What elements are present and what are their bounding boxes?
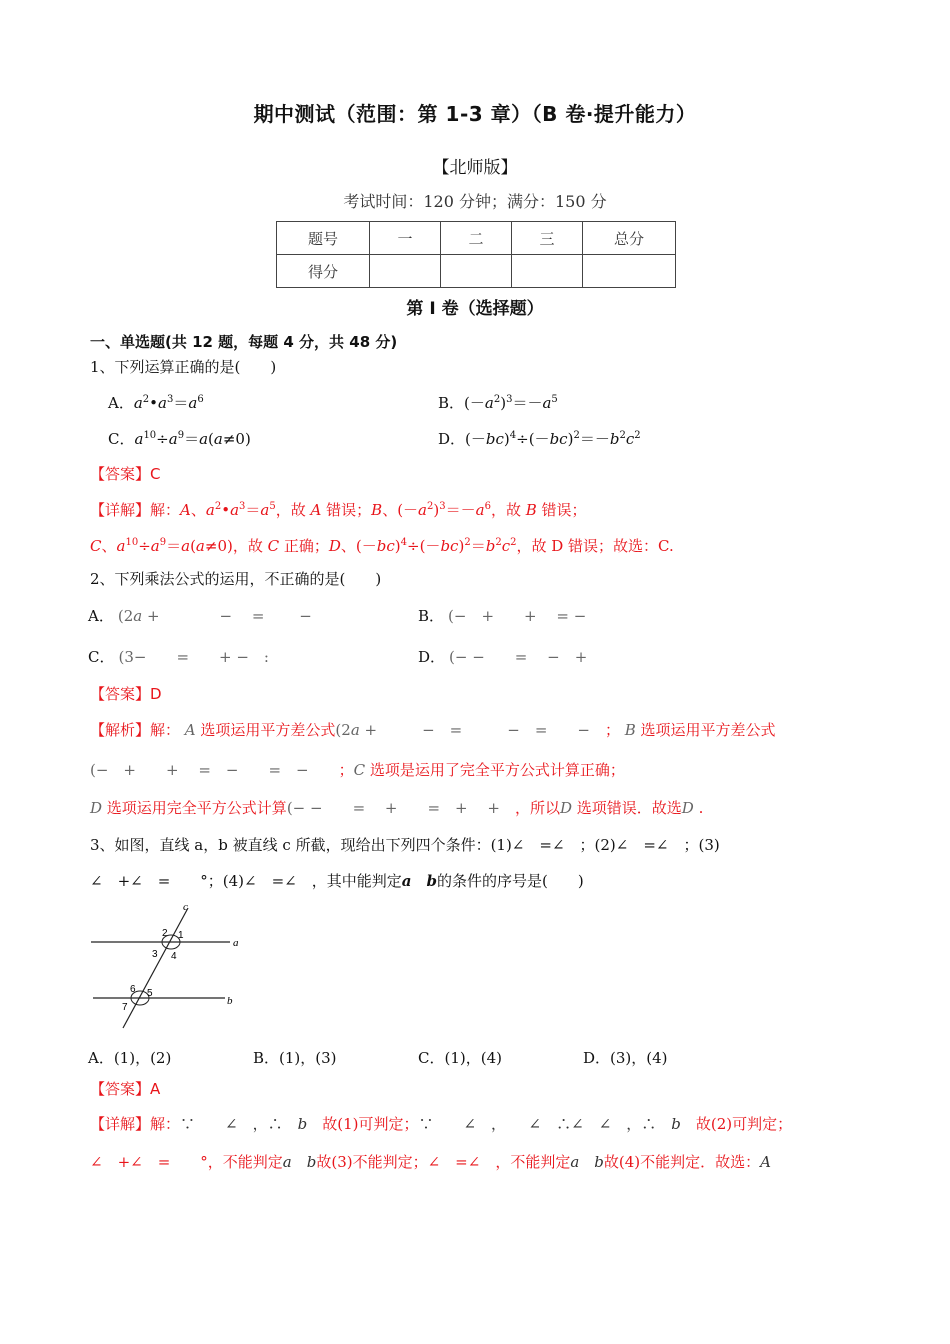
line-b-label: b [227, 995, 233, 1007]
q2-analysis-line1: 【解析】解： A 选项运用平方差公式(2a + − = − = − ； B 选项运用平方差公式 [90, 721, 776, 739]
q3-detail-l2-a: ∠ +∠ = °，不能判定 [90, 1153, 283, 1171]
q2-analysis-end: ，所以 [514, 799, 560, 817]
score-cell [512, 255, 583, 288]
document-title: 期中测试（范围：第 1-3 章）（B 卷·提升能力） [253, 102, 697, 126]
line-c-label: c [183, 901, 188, 913]
q3-detail-mid1: 故(1)可判定； [322, 1115, 419, 1133]
q2-option-a: A． (2a + − = − [88, 607, 312, 625]
q1-option-c: C．$a^{10}\div a^9=a(a\ne 0)$ [108, 430, 251, 448]
q2-option-b: B． (− + + = − [418, 607, 587, 625]
q3-option-b: B．(1)，(3) [253, 1049, 337, 1067]
q3-option-a: A．(1)，(2) [88, 1049, 172, 1067]
q1-detail-line2: C、$a^{10}\div a^9=a(a\ne 0)$，故 C 正确；D、$(-bc)^4\div(-bc)^2=b^2c^2$，故 D 错误；故选：C. [90, 537, 674, 555]
q3-stem-line2-b: 的条件的序号是( ) [436, 872, 584, 890]
q3-stem-line1: 3、如图，直线 a，b 被直线 c 所截，现给出下列四个条件：(1)∠ =∠ ；(2)∠ =∠ ；(3) [90, 836, 720, 854]
angle-label-4: 4 [171, 951, 177, 962]
q1-option-d: D．$(-bc)^4\div(-bc)^2=-b^2c^2$ [438, 430, 641, 448]
detail-tag: 【详解】 [90, 1115, 151, 1133]
score-table [276, 221, 676, 288]
q2-stem: 2、下列乘法公式的运用，不正确的是( ) [90, 570, 382, 588]
q1-option-a: A．$a^2•a^3=a^6$ [108, 394, 204, 412]
q2-analysis-end2: 选项错误．故选 [576, 799, 682, 817]
q2-option-d-label: D． [418, 648, 446, 666]
angle-label-1: 1 [178, 930, 184, 941]
q3-answer [90, 1078, 160, 1099]
q2-analysis-a: 选项运用平方差公式 [200, 721, 336, 739]
q2-analysis-d: 选项运用完全平方公式计算 [106, 799, 287, 817]
score-header-cell: 二 [441, 222, 512, 255]
q2-option-b-label: B． [418, 607, 445, 625]
q3-option-c: C．(1)，(4) [418, 1049, 502, 1067]
q1-stem: 1、下列运算正确的是( ) [90, 358, 277, 376]
score-header-cell: 总分 [583, 222, 676, 255]
section-title: 第 I 卷（选择题） [406, 299, 544, 319]
q3-detail-l2-b: 故(3)不能判定；∠ =∠ ，不能判定 [316, 1153, 571, 1171]
q2-analysis-b: 选项运用平方差公式 [640, 721, 776, 739]
score-header-cell: 三 [512, 222, 583, 255]
q2-option-d: D． (− − = − + [418, 648, 588, 666]
parallel-lines-figure [85, 898, 255, 1038]
q1-detail-tail: ，故 D 错误；故选：C. [516, 537, 674, 555]
q1-answer-value: C [150, 465, 161, 483]
edition-label: 【北师版】 [432, 158, 518, 178]
q2-analysis-line3: D 选项运用完全平方公式计算(− − = + = + + ，所以D 选项错误．故选D . [90, 799, 704, 817]
q3-stem-line2-a: ∠ +∠ = °；(4)∠ =∠ ，其中能判定 [90, 872, 402, 890]
score-header-cell: 题号 [277, 222, 370, 255]
exam-info: 考试时间：120 分钟；满分：150 分 [343, 192, 607, 211]
q1-detail-intro: 解： [150, 501, 181, 519]
score-table-header-row [277, 222, 676, 255]
angle-label-2: 2 [162, 928, 168, 939]
angle-label-6: 6 [130, 984, 136, 995]
detail-tag: 【详解】 [90, 501, 151, 519]
answer-tag: 【答案】 [90, 1080, 151, 1098]
q2-analysis-line2: (− + + = − = − ；C 选项是运用了完全平方公式计算正确； [90, 761, 625, 779]
answer-tag: 【答案】 [90, 685, 151, 703]
score-cell [370, 255, 441, 288]
answer-tag: 【答案】 [90, 465, 151, 483]
q3-detail-intro: 解： [150, 1115, 181, 1133]
q2-answer [90, 683, 162, 704]
analysis-tag: 【解析】 [90, 721, 151, 739]
score-cell [583, 255, 676, 288]
score-table-score-row [277, 255, 676, 288]
q1-option-b: B．$(-a^2)^3=-a^5$ [438, 394, 558, 412]
q1-detail-line1: 【详解】解：A、$a^2•a^3=a^5$，故 A 错误；B、$(-a^2)^3=-a^6$，故 B 错误； [90, 501, 587, 519]
q2-option-c-label: C． [88, 648, 115, 666]
score-header-cell: 一 [370, 222, 441, 255]
angle-label-5: 5 [147, 988, 153, 999]
q2-analysis-intro: 解： [150, 721, 181, 739]
part1-heading: 一、单选题(共 12 题，每题 4 分，共 48 分) [90, 333, 398, 351]
line-c [123, 908, 188, 1028]
q2-option-a-label: A． [88, 607, 114, 625]
score-cell [441, 255, 512, 288]
q3-option-d: D．(3)，(4) [583, 1049, 668, 1067]
score-row-label: 得分 [277, 255, 370, 288]
q2-answer-value: D [150, 685, 162, 703]
q3-detail-line2: ∠ +∠ = °，不能判定a b故(3)不能判定；∠ =∠ ，不能判定a b故(4)不能判定．故选：A [90, 1153, 771, 1171]
angle-label-7: 7 [122, 1002, 128, 1013]
q3-detail-mid2: 故(2)可判定； [695, 1115, 793, 1133]
q3-stem-line2: ∠ +∠ = °；(4)∠ =∠ ，其中能判定a b的条件的序号是( ) [90, 872, 584, 890]
q3-detail-l2-c: 故(4)不能判定．故选： [603, 1153, 761, 1171]
q3-answer-value: A [150, 1080, 161, 1098]
q1-answer [90, 463, 161, 484]
q3-detail-line1: 【详解】解：∵ ∠ ，∴ b 故(1)可判定；∵ ∠ ， ∠ ∴∠ ∠ ，∴ b 故(2)可判定； [90, 1115, 793, 1133]
q2-option-c: C． (3− = + − : [88, 648, 269, 666]
q2-analysis-c: 选项是运用了完全平方公式计算正确； [369, 761, 625, 779]
angle-label-3: 3 [152, 949, 158, 960]
line-a-label: a [233, 937, 239, 949]
